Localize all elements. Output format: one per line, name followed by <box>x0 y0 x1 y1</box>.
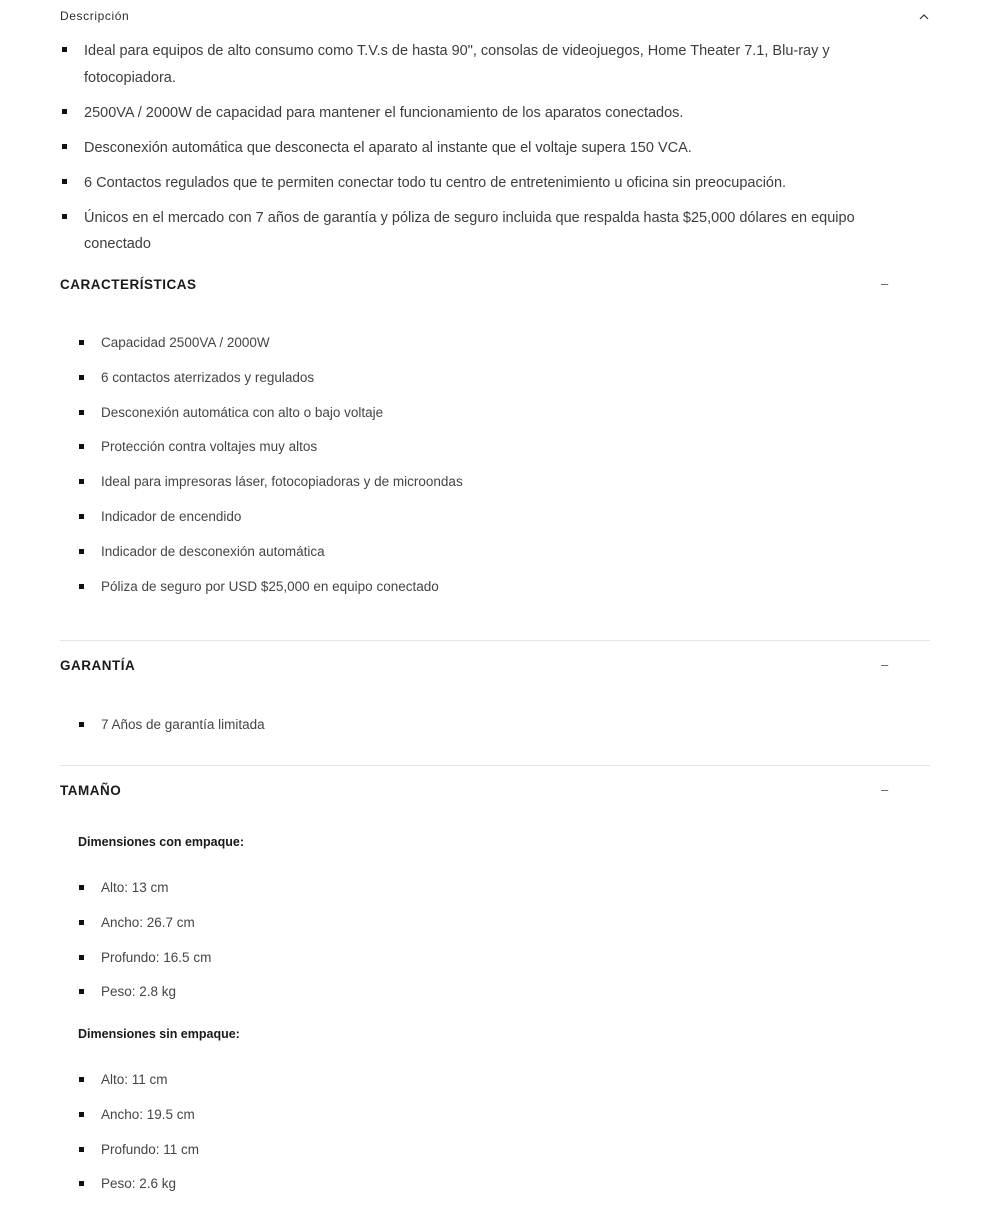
bullet-icon <box>62 144 67 149</box>
list-item: Póliza de seguro por USD $25,000 en equipo conectado <box>78 578 898 613</box>
list-item: Indicador de encendido <box>78 508 898 543</box>
bullet-icon <box>79 375 84 380</box>
dimensions-with-packaging-heading: Dimensiones con empaque: <box>78 835 245 849</box>
description-title: Descripción <box>60 9 130 23</box>
section-divider <box>60 640 930 641</box>
bullet-icon <box>79 989 84 994</box>
list-item: Alto: 11 cm <box>78 1071 898 1106</box>
list-item: Profundo: 16.5 cm <box>78 949 898 984</box>
collapse-icon[interactable]: – <box>881 276 889 291</box>
dimensions-without-packaging-list <box>78 1071 898 1210</box>
bullet-icon <box>79 885 84 890</box>
bullet-icon <box>62 47 67 52</box>
list-item: 6 Contactos regulados que te permiten conectar todo tu centro de entretenimiento u oficina sin preocupación. <box>60 170 920 197</box>
bullet-icon <box>79 920 84 925</box>
list-item: Desconexión automática con alto o bajo voltaje <box>78 404 898 439</box>
bullet-icon <box>62 109 67 114</box>
list-item: Indicador de desconexión automática <box>78 543 898 578</box>
bullet-icon <box>62 214 67 219</box>
description-accordion-header[interactable] <box>60 0 932 34</box>
list-item: 2500VA / 2000W de capacidad para mantener el funcionamiento de los aparatos conectados. <box>60 100 920 127</box>
list-item: Profundo: 11 cm <box>78 1141 898 1176</box>
tamano-accordion-header[interactable] <box>60 778 930 806</box>
list-item: Ancho: 26.7 cm <box>78 914 898 949</box>
bullet-icon <box>79 1077 84 1082</box>
list-item: Ancho: 19.5 cm <box>78 1106 898 1141</box>
bullet-icon <box>79 1112 84 1117</box>
bullet-icon <box>79 722 84 727</box>
bullet-icon <box>79 410 84 415</box>
bullet-icon <box>79 549 84 554</box>
chevron-up-icon[interactable] <box>918 11 930 23</box>
bullet-icon <box>79 340 84 345</box>
description-list <box>60 38 920 266</box>
dimensions-without-packaging-heading: Dimensiones sin empaque: <box>78 1027 240 1041</box>
bullet-icon <box>79 479 84 484</box>
list-item: Únicos en el mercado con 7 años de garantía y póliza de seguro incluida que respalda hasta $25,000 dólares en equipo conectado <box>60 205 920 258</box>
list-item: 7 Años de garantía limitada <box>78 716 898 751</box>
list-item: Peso: 2.8 kg <box>78 983 898 1018</box>
list-item: Ideal para equipos de alto consumo como T.V.s de hasta 90", consolas de videojuegos, Home Theater 7.1, Blu-ray y fotocopiadora. <box>60 38 920 91</box>
list-item: Peso: 2.6 kg <box>78 1175 898 1210</box>
collapse-icon[interactable]: – <box>881 657 889 672</box>
bullet-icon <box>62 179 67 184</box>
caracteristicas-accordion-header[interactable] <box>60 272 930 300</box>
section-divider <box>60 765 930 766</box>
list-item: Ideal para impresoras láser, fotocopiadoras y de microondas <box>78 473 898 508</box>
bullet-icon <box>79 584 84 589</box>
list-item: 6 contactos aterrizados y regulados <box>78 369 898 404</box>
list-item: Protección contra voltajes muy altos <box>78 438 898 473</box>
tamano-title: TAMAÑO <box>60 783 122 798</box>
bullet-icon <box>79 444 84 449</box>
garantia-title: GARANTÍA <box>60 658 136 673</box>
bullet-icon <box>79 955 84 960</box>
dimensions-with-packaging-list <box>78 879 898 1018</box>
collapse-icon[interactable]: – <box>881 782 889 797</box>
list-item: Desconexión automática que desconecta el aparato al instante que el voltaje supera 150 VCA. <box>60 135 920 162</box>
bullet-icon <box>79 1147 84 1152</box>
bullet-icon <box>79 514 84 519</box>
list-item: Alto: 13 cm <box>78 879 898 914</box>
list-item: Capacidad 2500VA / 2000W <box>78 334 898 369</box>
garantia-list <box>78 716 898 751</box>
garantia-accordion-header[interactable] <box>60 653 930 681</box>
caracteristicas-list <box>78 334 898 612</box>
bullet-icon <box>79 1181 84 1186</box>
caracteristicas-title: CARACTERÍSTICAS <box>60 277 197 292</box>
